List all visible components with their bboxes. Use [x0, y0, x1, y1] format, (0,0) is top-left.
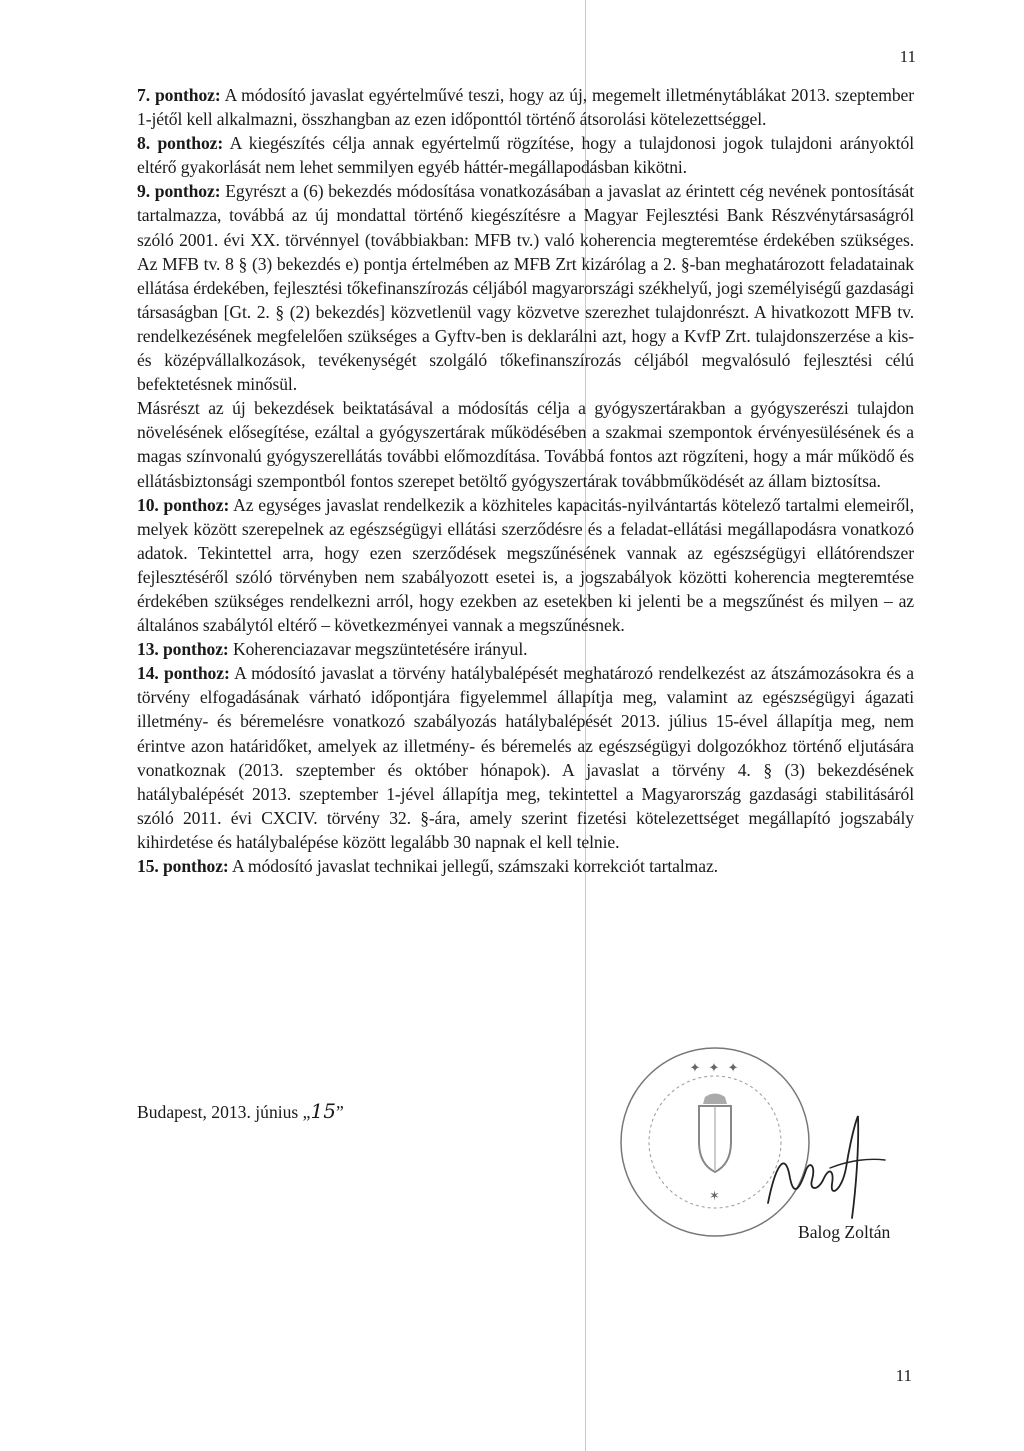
paragraph-14 — [137, 661, 914, 854]
explanatory-text — [137, 83, 914, 878]
page-number-top: 11 — [899, 47, 916, 66]
handwritten-day: 15 — [310, 1099, 336, 1123]
svg-text:✶: ✶ — [709, 1189, 721, 1204]
closing-quote: ” — [335, 1102, 344, 1122]
paragraph-body: A módosító javaslat a törvény hatálybalépését meghatározó rendelkezést az átszámozásokra és a törvény elfogadásának várható időpontjára figyelemmel állapítja meg, valamint az egészségügyi ágazati illetmény- és béremelésre vonatkozó szabályozás hatálybalépését 2013. július 15-ével állapítja meg, nem érintve azon határidőket, amelyek az illetmény- és béremelés az egészségügyi dolgozókhoz történő eljutására vonatkoznak (2013. szeptember és október hónapok). A javaslat a törvény 4. § (3) bekezdésének hatálybalépését 2013. szeptember 1-jével állapítja meg, tekintettel a Magyarország gazdasági stabilitásáról szóló 2011. évi CXCIV. törvény 32. §-ára, amely szerint fizetési kötelezettséget megállapító jogszabály kihirdetése és hatálybalépése között legalább 30 napnak el kell telnie. — [137, 663, 915, 852]
paragraph-body: A kiegészítés célja annak egyértelmű rögzítése, hogy a tulajdonosi jogok tulajdoni arányoktól eltérő gyakorlását nem lehet semmilyen egyéb háttér-megállapodásban kikötni. — [137, 133, 914, 178]
paragraph-body: Az egységes javaslat rendelkezik a közhiteles kapacitás-nyilvántartás kötelező tartalmi elemeiről, melyek között szerepelnek az egészségügyi ellátási szerződésre és a feladat-ellátási megállapodásra vonatkozó adatok. Tekintettel arra, hogy ezen szerződések megszűnésének vannak az egészségügyi ellátórendszer fejlesztéséről szóló törvényben nem szabályozott esetei is, a jogszabályok közötti koherencia megteremtése érdekében szükséges rendelkezni arról, hogy ezekben az esetekben ki jelenti be a megszűnést és milyen – az általános szabálytól eltérő – következményei vannak a megszűnésnek. — [137, 494, 914, 636]
place-and-date — [137, 1099, 344, 1123]
paragraph-body: Egyrészt a (6) bekezdés módosítása vonatkozásában a javaslat az érintett cég nevének pontosítását tartalmazza, továbbá az új mondattal történő kiegészítésre a Magyar Fejlesztési Bank Részvénytársaságról szóló 2001. évi XX. törvénnyel (továbbiakban: MFB tv.) való koherencia megteremtése érdekében szükséges. Az MFB tv. 8 § (3) bekezdés e) pontja értelmében az MFB Zrt kizárólag a 2. §-ban meghatározott feladatainak ellátása érdekében, fejlesztési tőkefinanszírozás céljából magyarországi székhelyű, jogi személyiségű gazdasági társaságban [Gt. 2. § (2) bekezdés] közvetlenül vagy közvetve szerezhet tulajdonrészt. A hivatkozott MFB tv. rendelkezésének megfelelően szükséges a Gyftv-ben is deklarálni azt, hogy a KvfP Zrt. tulajdonszerzése a kis- és középvállalkozások, tevékenységét szolgáló tőkefinanszírozás céljából megvalósuló fejlesztési célú befektetésnek minősül. — [137, 181, 914, 395]
signer-name: Balog Zoltán — [798, 1222, 891, 1242]
paragraph-body: Koherenciazavar megszüntetésére irányul. — [228, 639, 528, 660]
svg-text:✦ ✦ ✦: ✦ ✦ ✦ — [689, 1061, 741, 1076]
handwritten-signature — [760, 1108, 890, 1223]
paragraph-13 — [137, 637, 914, 661]
paragraph-9 — [137, 179, 914, 396]
paragraph-8 — [137, 131, 914, 179]
paragraph-label: 8. ponthoz: — [137, 133, 224, 154]
paragraph-15 — [137, 854, 914, 878]
paragraph-label: 15. ponthoz: — [137, 856, 229, 876]
paragraph-label: 14. ponthoz: — [137, 663, 230, 684]
paragraph-label: 9. ponthoz: — [137, 181, 221, 202]
paragraph-label: 7. ponthoz: — [137, 85, 221, 105]
paragraph-label: 10. ponthoz: — [137, 494, 230, 515]
place-date-text: Budapest, 2013. június „ — [137, 1102, 311, 1122]
paragraph-body: Másrészt az új bekezdések beiktatásával a módosítás célja a gyógyszertárakban a gyógyszerészi tulajdon növelésének elősegítése, ezáltal a gyógyszertárak működésében a szakmai szempontok érvényesülésének és a magas színvonalú gyógyszerellátás további előmozdítása. Továbbá fontos azt rögzíteni, hogy a már működő és ellátásbiztonsági szempontból fontos szerepet betöltő gyógyszertárak továbbműködését az állam biztosítsa. — [137, 398, 914, 491]
paragraph-body: A módosító javaslat egyértelművé teszi, hogy az új, megemelt illetménytáblákat 2013. szeptember 1-jétől kell alkalmazni, összhangban az ezen időponttól történő átsorolási kötelezettséggel. — [137, 85, 915, 130]
paragraph-7 — [137, 83, 914, 131]
paragraph-label: 13. ponthoz: — [137, 639, 229, 660]
paragraph-10 — [137, 493, 914, 638]
paragraph-9-continued — [137, 396, 914, 492]
page-number-bottom: 11 — [895, 1366, 912, 1385]
paragraph-body: A módosító javaslat technikai jellegű, számszaki korrekciót tartalmaz. — [228, 856, 718, 876]
